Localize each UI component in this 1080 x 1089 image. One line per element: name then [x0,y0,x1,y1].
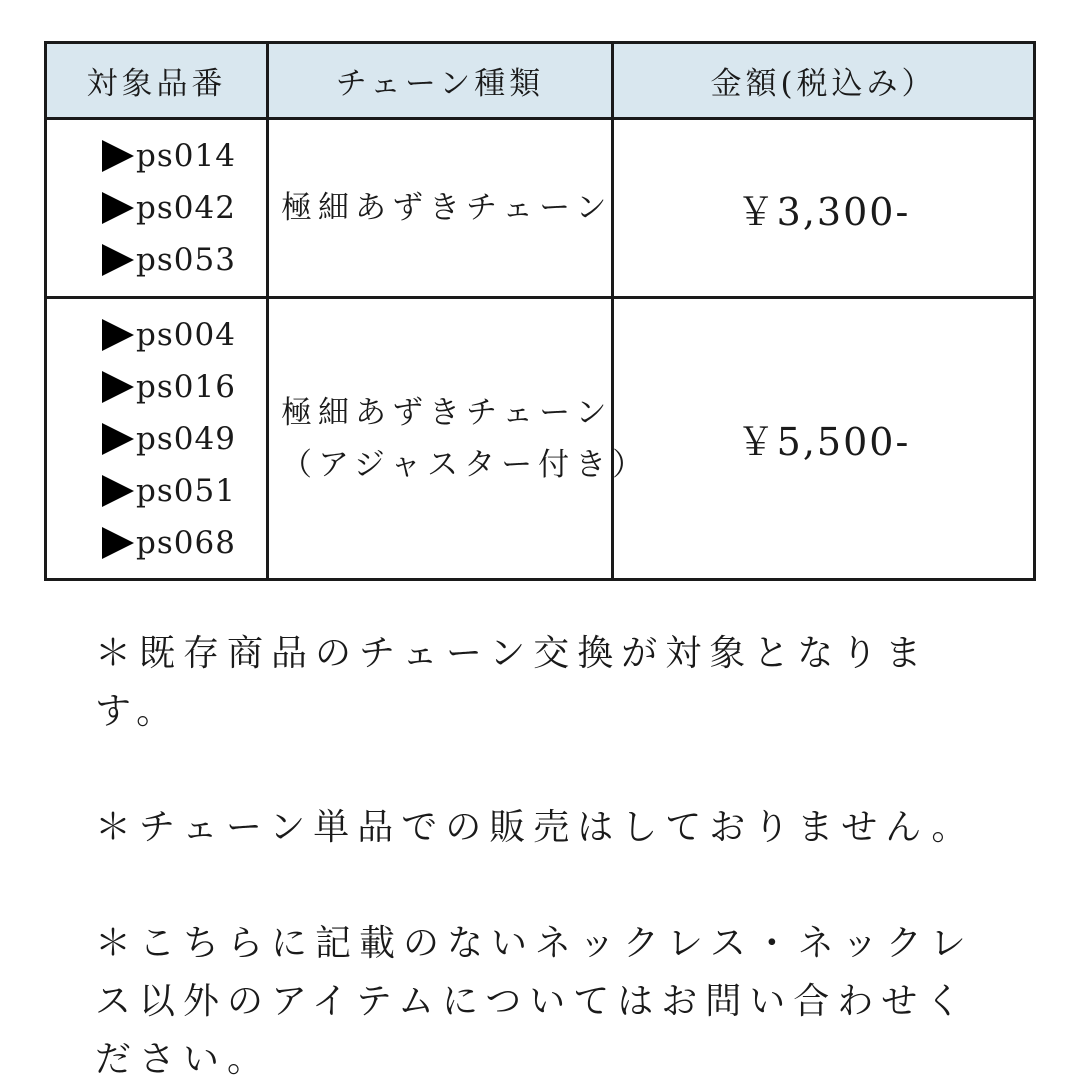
table-header-row [46,43,1035,119]
right-triangle-icon [102,423,134,455]
header-chain-type: チェーン種類 [268,43,613,119]
chain-type-cell [268,119,613,298]
price-cell: ￥5,500- [613,298,1035,580]
chain-type-name: 極細あずきチェーン [281,394,613,431]
item-number: ps014 [136,138,236,174]
item-number: ps068 [136,524,236,561]
table-row [46,119,1035,298]
right-triangle-icon [102,475,134,507]
chain-type-note: （アジャスター付き） [281,446,650,483]
list-item [102,182,266,234]
table-row [46,298,1035,580]
item-number: ps004 [136,316,236,353]
item-number: ps051 [136,472,236,509]
list-item [102,130,266,182]
right-triangle-icon [102,371,134,403]
right-triangle-icon [102,192,134,224]
note-exchange-only: ＊既存商品のチェーン交換が対象となります。 [95,633,930,732]
item-number-list [102,130,266,286]
item-number: ps049 [136,420,236,457]
right-triangle-icon [102,319,134,351]
list-item [102,234,266,286]
list-item [102,517,266,569]
header-item-number: 対象品番 [46,43,268,119]
price-cell: ￥3,300- [613,119,1035,298]
list-item [102,413,266,465]
list-item [102,361,266,413]
header-price: 金額(税込み） [613,43,1035,119]
item-numbers-cell [46,119,268,298]
item-number-list [102,309,266,569]
note-contact-inquiry: ＊こちらに記載のないネックレス・ネックレス以外のアイテムについてはお問い合わせください。 [95,923,974,1080]
note-no-chain-sales: ＊チェーン単品での販売はしておりません。 [95,807,976,848]
item-number: ps053 [136,242,236,278]
item-number: ps042 [136,190,236,226]
notes-section [95,625,995,1089]
chain-type-name: 極細あずきチェーン [281,190,613,226]
right-triangle-icon [102,244,134,276]
list-item [102,309,266,361]
chain-type-cell [268,298,650,580]
right-triangle-icon [102,527,134,559]
item-numbers-cell [46,298,268,580]
item-number: ps016 [136,368,236,405]
chain-price-table [44,41,1036,581]
right-triangle-icon [102,140,134,172]
list-item [102,465,266,517]
